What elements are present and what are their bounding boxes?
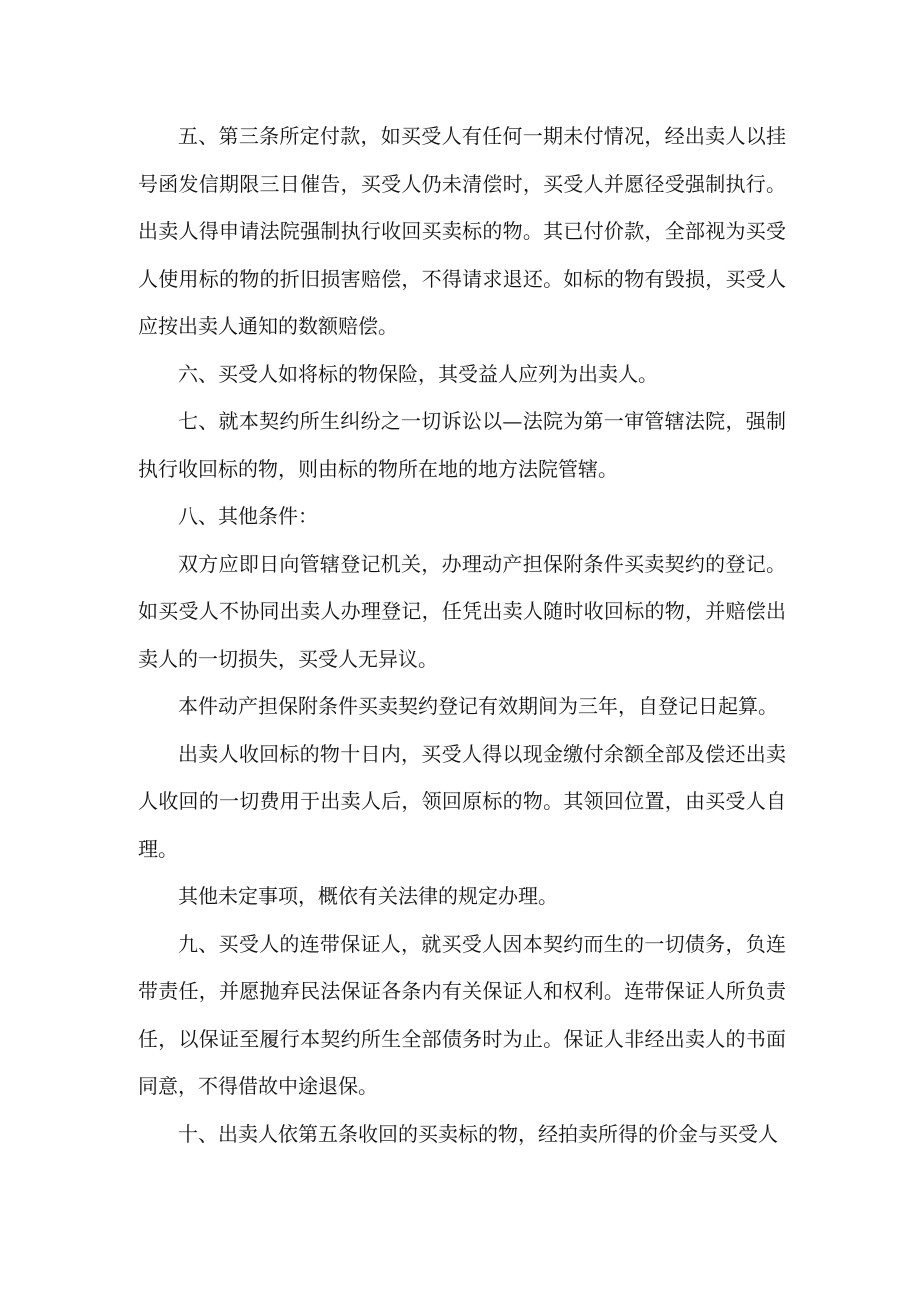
clause-6-paragraph: 六、买受人如将标的物保险，其受益人应列为出卖人。 — [178, 361, 658, 386]
clause-8-registration-paragraph: 双方应即日向管辖登记机关，办理动产担保附条件买卖契约的登记。如买受人不协同出卖人办理登记，任凭出卖人随时收回标的物，并赔偿出卖人的一切损失，买受人无异议。 — [138, 551, 786, 671]
clause-8-other-matters-paragraph: 其他未定事项，概依有关法律的规定办理。 — [178, 884, 558, 908]
clause-10-paragraph: 十、出卖人依第五条收回的买卖标的物，经拍卖所得的价金与买受人 — [178, 1121, 778, 1146]
clause-9-paragraph: 九、买受人的连带保证人，就买受人因本契约而生的一切债务，负连带责任，并愿抛弃民法保证各条内有关保证人和权利。连带保证人所负责任，以保证至履行本契约所生全部债务时为止。保证人非经出卖人的书面同意，不得借故中途退保。 — [138, 931, 786, 1098]
clause-8-heading: 八、其他条件： — [178, 504, 318, 528]
clause-5-paragraph: 五、第三条所定付款，如买受人有任何一期未付情况，经出卖人以挂号函发信期限三日催告，买受人仍未清偿时，买受人并愿径受强制执行。出卖人得申请法院强制执行收回买卖标的物。其已付价款，全部视为买受人使用标的物的折旧损害赔偿，不得请求退还。如标的物有毁损，买受人应按出卖人通知的数额赔偿。 — [138, 124, 786, 338]
document-body — [138, 113, 786, 1158]
clause-8-validity-paragraph: 本件动产担保附条件买卖契约登记有效期间为三年，自登记日起算。 — [178, 694, 778, 718]
clause-7-paragraph: 七、就本契约所生纠纷之一切诉讼以—法院为第一审管辖法院，强制执行收回标的物，则由标的物所在地的地方法院管辖。 — [138, 409, 786, 481]
clause-8-redemption-paragraph: 出卖人收回标的物十日内，买受人得以现金缴付余额全部及偿还出卖人收回的一切费用于出卖人后，领回原标的物。其领回位置，由买受人自理。 — [138, 741, 786, 861]
